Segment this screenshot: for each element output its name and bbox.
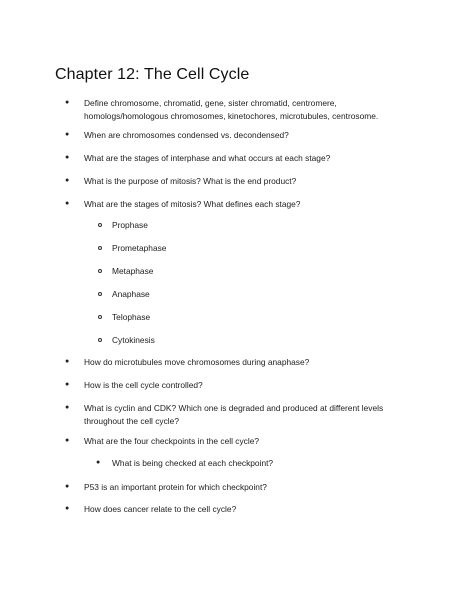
stage-item: Metaphase (112, 266, 154, 276)
bullet-icon: ● (65, 131, 70, 138)
bullet-icon: ● (65, 154, 70, 161)
question-text: What is the purpose of mitosis? What is the end product? (84, 176, 297, 186)
question-item (84, 129, 289, 142)
question-item (84, 402, 383, 427)
bullet-icon: ● (65, 437, 70, 444)
question-text: What are the stages of interphase and what occurs at each stage? (84, 153, 331, 163)
question-text: How is the cell cycle controlled? (84, 380, 203, 390)
stage-item: Telophase (112, 312, 151, 322)
page-title: Chapter 12: The Cell Cycle (55, 66, 250, 83)
question-text: throughout the cell cycle? (84, 415, 179, 426)
question-text: How do microtubules move chromosomes during anaphase? (84, 357, 310, 367)
stage-item: Prophase (112, 220, 148, 230)
hollow-bullet-icon (98, 292, 102, 296)
bullet-icon: ● (65, 200, 70, 207)
question-item (84, 503, 236, 516)
question-text: P53 is an important protein for which checkpoint? (84, 482, 267, 492)
stage-item: Anaphase (112, 289, 150, 299)
question-item (84, 152, 330, 165)
bullet-icon: ● (65, 404, 70, 411)
bullet-icon: ● (65, 99, 70, 106)
question-text: When are chromosomes condensed vs. decondensed? (84, 130, 289, 140)
hollow-bullet-icon (98, 269, 102, 273)
question-text: Define chromosome, chromatid, gene, sister chromatid, centromere, (84, 98, 337, 108)
bullet-icon: ● (96, 459, 101, 466)
question-item (84, 435, 259, 448)
question-text: How does cancer relate to the cell cycle? (84, 504, 237, 514)
question-item (84, 356, 309, 369)
stage-item: Prometaphase (112, 243, 167, 253)
question-item (84, 481, 267, 494)
question-text: What is cyclin and CDK? Which one is degraded and produced at different levels (84, 403, 384, 413)
question-item (84, 379, 203, 392)
hollow-bullet-icon (98, 338, 102, 342)
question-text: What are the stages of mitosis? What defines each stage? (84, 199, 301, 209)
question-item (84, 175, 296, 188)
bullet-icon: ● (65, 358, 70, 365)
sub-question-item: What is being checked at each checkpoint? (112, 458, 274, 468)
bullet-icon: ● (65, 505, 70, 512)
hollow-bullet-icon (98, 246, 102, 250)
hollow-bullet-icon (98, 315, 102, 319)
bullet-icon: ● (65, 483, 70, 490)
bullet-icon: ● (65, 177, 70, 184)
question-text: What are the four checkpoints in the cell cycle? (84, 436, 260, 446)
question-item (84, 198, 300, 211)
bullet-icon: ● (65, 381, 70, 388)
question-item (84, 97, 378, 122)
stage-item: Cytokinesis (112, 335, 155, 345)
hollow-bullet-icon (98, 223, 102, 227)
question-text: homologs/homologous chromosomes, kinetochores, microtubules, centrosome. (84, 110, 379, 121)
